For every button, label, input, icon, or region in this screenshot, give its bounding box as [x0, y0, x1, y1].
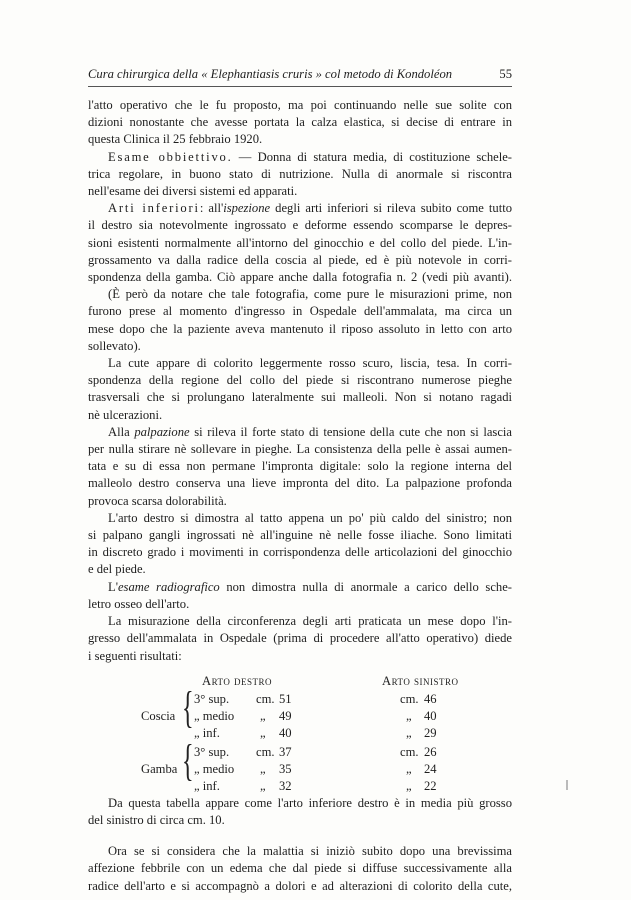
- left-unit: „: [406, 708, 412, 723]
- text-line: grossamento va dalla radice della coscia al piede, ed è più notevole in corri-: [88, 252, 512, 267]
- italic-term: esame radiografico: [117, 579, 220, 594]
- left-unit: „: [406, 761, 412, 776]
- text-line: Ora se si considera che la malattia si iniziò subito dopo una brevissima: [108, 844, 512, 859]
- text-line: spondenza della regione del collo del piede si riscontrano numerose pieghe: [88, 373, 512, 388]
- text-line: letro osseo dell'arto.: [88, 596, 190, 611]
- right-unit: „: [260, 708, 266, 723]
- text-line: [88, 149, 512, 166]
- text-line: trasversali che si prolungano lateralmente sui malleoli. Non si notano ragadi: [88, 390, 512, 405]
- right-value: 51: [279, 691, 292, 706]
- row-position: 3° sup.: [194, 744, 230, 759]
- row-position: „ inf.: [194, 725, 220, 740]
- right-unit: cm.: [256, 691, 275, 706]
- text-line: radice dell'arto e si accompagnò a dolori e ad alterazioni di colorito della cute,: [88, 878, 512, 893]
- text-line: tata e su di essa non permane l'impronta digitale: solo la regione interna del: [88, 459, 512, 474]
- page-body: [88, 97, 512, 895]
- text-line: i seguenti risultati:: [88, 648, 182, 663]
- text-line: sioni esistenti normalmente all'intorno del ginocchio e del collo del piede. L'in-: [88, 235, 512, 250]
- running-header: [88, 66, 512, 82]
- text-line: del sinistro di circa cm. 10.: [88, 812, 225, 827]
- left-value: 24: [424, 761, 437, 776]
- paragraph-9: [88, 613, 512, 665]
- right-value: 32: [279, 778, 292, 793]
- text-line: malleolo destro conserva una lieve impronta del dito. La palpazione profonda: [88, 476, 512, 491]
- paragraph-11: [88, 843, 512, 895]
- right-unit: „: [260, 725, 266, 740]
- paragraph-6: [88, 424, 512, 510]
- text-run: — Donna di statura media, di costituzione schele-: [232, 149, 512, 164]
- row-position: „ medio: [194, 708, 235, 723]
- text-line: il destro sia notevolmente ingrossato e deforme essendo scomparse le depres-: [88, 218, 512, 233]
- brace-gamba: {: [182, 735, 194, 785]
- paragraph-5: [88, 355, 512, 424]
- text-line: mese dopo che la paziente aveva mantenuto il riposo assoluto in letto con arto: [88, 321, 512, 336]
- text-line: questa Clinica il 25 febbraio 1920.: [88, 132, 263, 147]
- row-position: „ medio: [194, 761, 235, 776]
- text-line: l'atto operativo che le fu proposto, ma poi continuando nelle sue solite con: [88, 98, 512, 112]
- text-line: e del piede.: [88, 562, 146, 577]
- scan-mark: [566, 780, 568, 790]
- column-header-left-limb: Arto sinistro: [382, 673, 459, 688]
- paragraph-10: [88, 795, 512, 829]
- left-value: 46: [424, 691, 437, 706]
- left-value: 40: [424, 708, 437, 723]
- left-unit: „: [406, 725, 412, 740]
- right-unit: „: [260, 778, 266, 793]
- row-position: „ inf.: [194, 778, 220, 793]
- right-unit: cm.: [256, 744, 275, 759]
- left-unit: cm.: [400, 691, 419, 706]
- right-value: 35: [279, 761, 292, 776]
- text-line: trica regolare, in buono stato di nutrizione. Nulla di anormale si riscontra: [88, 166, 512, 181]
- text-line: spondenza della gamba. Ciò appare anche dalla fotografia n. 2 (vedi più avanti).: [88, 270, 512, 285]
- running-title: Cura chirurgica della « Elephantiasis cruris » col metodo di Kondoléon: [88, 67, 453, 81]
- text-run: si rileva il forte stato di tensione della cute che non si lascia: [189, 424, 512, 439]
- italic-term: palpazione: [134, 424, 190, 439]
- text-line: La cute appare di colorito leggermente rosso scuro, liscia, tesa. In corri-: [108, 356, 512, 371]
- text-line: sollevato).: [88, 338, 141, 353]
- text-run: non dimostra nulla di anormale a carico dello sche-: [219, 579, 512, 594]
- row-position: 3° sup.: [194, 691, 230, 706]
- column-header-right-limb: Arto destro: [202, 673, 273, 688]
- paragraph-gap: [88, 829, 512, 843]
- text-line: La misurazione della circonferenza degli arti praticata un mese dopo l'in-: [108, 614, 512, 629]
- text-line: nè ulcerazioni.: [88, 407, 163, 422]
- left-value: 26: [424, 744, 437, 759]
- text-line: nell'esame dei diversi sistemi ed apparati.: [88, 184, 298, 199]
- right-value: 49: [279, 708, 292, 723]
- paragraph-4: [88, 286, 512, 355]
- text-line: gresso dell'ammalata in Ospedale (prima di procedere all'atto operativo) diede: [88, 631, 512, 646]
- paragraph-3: [88, 200, 512, 286]
- right-unit: „: [260, 761, 266, 776]
- page-number: 55: [499, 67, 512, 81]
- text-line: furono prese al momento d'ingresso in Ospedale dell'ammalata, ma circa un: [88, 304, 512, 319]
- text-line: dizioni nonostante che avesse portata la calza elastica, si decise di entrare in: [88, 115, 512, 130]
- text-line: [88, 424, 512, 441]
- italic-term: ispezione: [223, 201, 271, 216]
- paragraph-7: [88, 510, 512, 579]
- text-line: (È però da notare che tale fotografia, come pure le misurazioni prime, non: [108, 287, 512, 302]
- text-line: Da questa tabella appare come l'arto inferiore destro è in media più grosso: [108, 795, 512, 810]
- right-value: 40: [279, 725, 292, 740]
- group-label-gamba: Gamba: [141, 761, 178, 776]
- section-lead: Esame obbiettivo.: [108, 149, 233, 164]
- paragraph-8: [88, 579, 512, 613]
- text-line: in discreto grado i movimenti in corrispondenza delle articolazioni del ginocchio: [88, 545, 512, 560]
- left-unit: „: [406, 778, 412, 793]
- text-run: degli arti inferiori si rileva subito come tutto: [270, 201, 512, 216]
- group-label-coscia: Coscia: [141, 708, 176, 723]
- text-line: L'arto destro si dimostra al tatto appena un po' più caldo del sinistro; non: [108, 510, 512, 525]
- section-lead: Arti inferiori: [108, 201, 200, 216]
- right-value: 37: [279, 744, 292, 759]
- left-value: 22: [424, 778, 437, 793]
- brace-coscia: {: [182, 682, 194, 732]
- paragraph-1: [88, 97, 512, 149]
- text-run: : all': [199, 201, 224, 216]
- header-rule: [88, 86, 512, 87]
- text-run: L': [108, 579, 118, 594]
- text-line: [88, 200, 512, 217]
- left-value: 29: [424, 725, 437, 740]
- text-line: si palpano gangli ingrossati nè all'inguine nè nelle fosse iliache. Sono limitati: [88, 528, 512, 543]
- text-line: provoca scarsa dolorabilità.: [88, 493, 227, 508]
- measurement-table: [88, 673, 512, 793]
- paragraph-2: [88, 149, 512, 201]
- text-run: Alla: [108, 424, 135, 439]
- text-line: per nulla stirare nè sollevare in pieghe. La consistenza della pelle è assai aumen-: [88, 442, 512, 457]
- left-unit: cm.: [400, 744, 419, 759]
- text-line: [88, 579, 512, 596]
- text-line: affezione febbrile con un edema che dal piede si diffuse successivamente alla: [88, 861, 512, 876]
